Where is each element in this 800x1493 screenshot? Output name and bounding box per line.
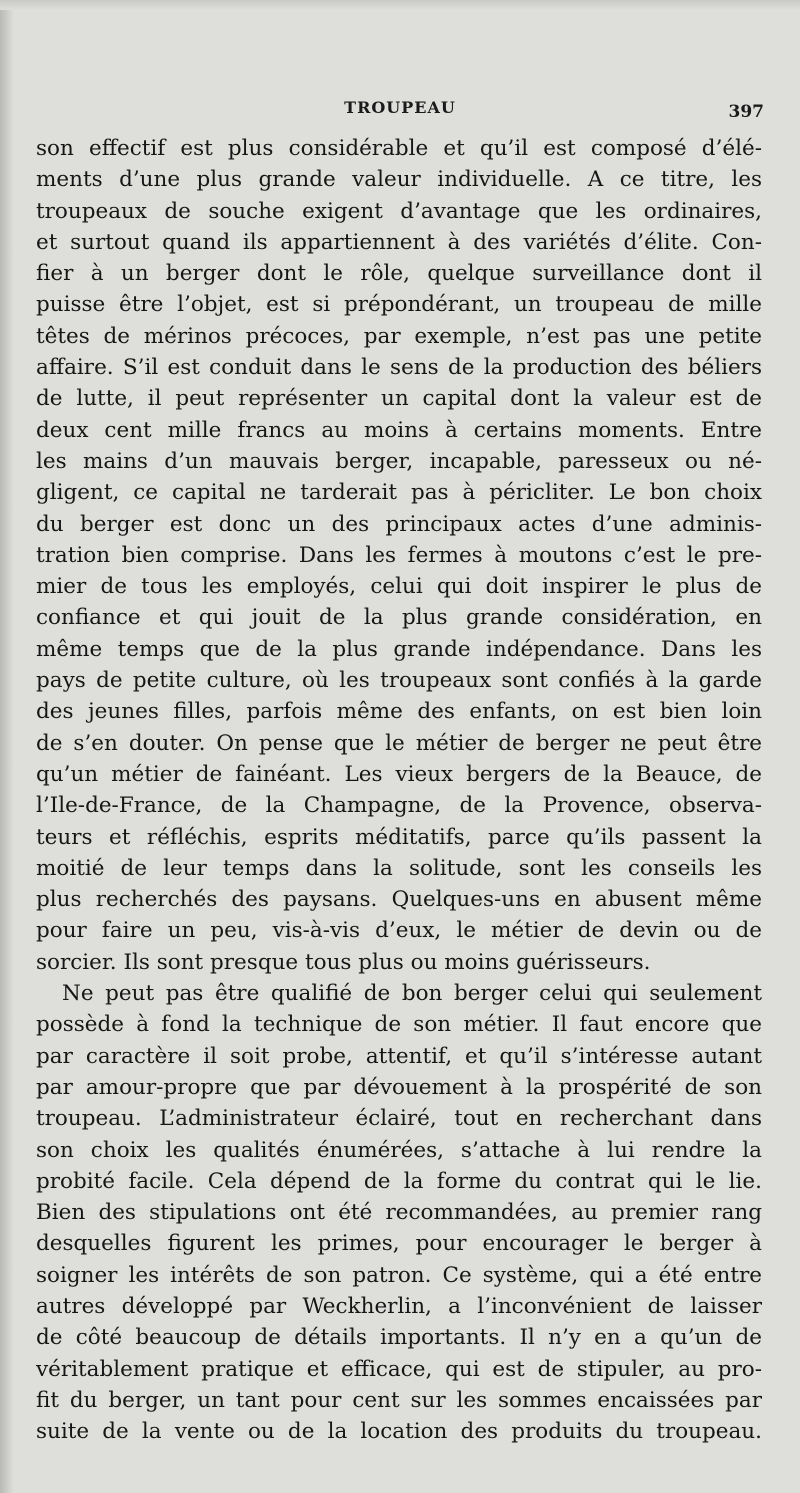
body-text bbox=[36, 133, 762, 1447]
text-line: soigner les intérêts de son patron. Ce système, qui a été entre bbox=[36, 1262, 762, 1288]
page-header bbox=[0, 96, 800, 126]
text-line: suite de la vente ou de la location des produits du troupeau. bbox=[36, 1419, 762, 1445]
text-line: plus recherchés des paysans. Quelques-uns en abusent même bbox=[36, 887, 762, 913]
text-line: qu’un métier de fainéant. Les vieux bergers de la Beauce, de bbox=[36, 761, 762, 787]
text-line: et surtout quand ils appartiennent à des variétés d’élite. Con- bbox=[36, 229, 762, 255]
text-line: teurs et réfléchis, esprits méditatifs, parce qu’ils passent la bbox=[36, 824, 762, 850]
text-line: possède à fond la technique de son métier. Il faut encore que bbox=[36, 1012, 762, 1038]
page-edge-shadow bbox=[0, 0, 14, 1493]
text-line: tration bien comprise. Dans les fermes à moutons c’est le pre- bbox=[36, 542, 762, 568]
text-line: puisse être l’objet, est si prépondérant, un troupeau de mille bbox=[36, 292, 762, 318]
text-line: fit du berger, un tant pour cent sur les sommes encaissées par bbox=[36, 1387, 762, 1413]
text-line: par amour-propre que par dévouement à la prospérité de son bbox=[36, 1074, 762, 1100]
text-line: pays de petite culture, où les troupeaux sont confiés à la garde bbox=[36, 668, 762, 694]
text-line: les mains d’un mauvais berger, incapable, paresseux ou né- bbox=[36, 448, 762, 474]
text-line: par caractère il soit probe, attentif, et qu’il s’intéresse autant bbox=[36, 1043, 762, 1069]
text-line: son effectif est plus considérable et qu’il est composé d’élé- bbox=[36, 136, 762, 161]
text-line: de lutte, il peut représenter un capital dont la valeur est de bbox=[36, 386, 762, 412]
text-line: confiance et qui jouit de la plus grande considération, en bbox=[36, 605, 762, 631]
paragraph-last-line: sorcier. Ils sont presque tous plus ou moins guérisseurs. bbox=[36, 949, 651, 975]
running-title: TROUPEAU bbox=[344, 98, 456, 117]
text-line: Bien des stipulations ont été recommandées, au premier rang bbox=[36, 1200, 762, 1226]
text-line: fier à un berger dont le rôle, quelque surveillance dont il bbox=[36, 261, 762, 287]
text-line: ments d’une plus grande valeur individuelle. A ce titre, les bbox=[36, 167, 762, 193]
text-line: même temps que de la plus grande indépendance. Dans les bbox=[36, 636, 762, 662]
text-line: son choix les qualités énumérées, s’attache à lui rendre la bbox=[36, 1137, 762, 1163]
text-line: des jeunes filles, parfois même des enfants, on est bien loin bbox=[36, 699, 762, 725]
text-line: probité facile. Cela dépend de la forme du contrat qui le lie. bbox=[36, 1168, 762, 1194]
text-line: de s’en douter. On pense que le métier de berger ne peut être bbox=[36, 730, 762, 756]
page-number: 397 bbox=[728, 102, 764, 122]
text-line: troupeaux de souche exigent d’avantage que les ordinaires, bbox=[36, 198, 762, 224]
text-line: deux cent mille francs au moins à certains moments. Entre bbox=[36, 417, 762, 443]
paragraph-first-line: Ne peut pas être qualifié de bon berger celui qui seulement bbox=[62, 981, 762, 1007]
text-line: gligent, ce capital ne tarderait pas à péricliter. Le bon choix bbox=[36, 480, 762, 506]
text-line: du berger est donc un des principaux actes d’une adminis- bbox=[36, 511, 762, 537]
text-line: l’Ile-de-France, de la Champagne, de la Provence, observa- bbox=[36, 793, 762, 819]
text-line: troupeau. L’administrateur éclairé, tout en recherchant dans bbox=[36, 1106, 762, 1132]
text-line: véritablement pratique et efficace, qui est de stipuler, au pro- bbox=[36, 1356, 762, 1382]
text-line: autres développé par Weckherlin, a l’inconvénient de laisser bbox=[36, 1293, 762, 1319]
page-top-shadow bbox=[0, 0, 800, 10]
text-line: mier de tous les employés, celui qui doit inspirer le plus de bbox=[36, 574, 762, 600]
text-line: de côté beaucoup de détails importants. Il n’y en a qu’un de bbox=[36, 1325, 762, 1351]
text-line: affaire. S’il est conduit dans le sens de la production des béliers bbox=[36, 355, 762, 381]
text-line: moitié de leur temps dans la solitude, sont les conseils les bbox=[36, 855, 762, 881]
text-line: pour faire un peu, vis-à-vis d’eux, le métier de devin ou de bbox=[36, 918, 762, 944]
text-line: têtes de mérinos précoces, par exemple, n’est pas une petite bbox=[36, 323, 762, 349]
text-line: desquelles figurent les primes, pour encourager le berger à bbox=[36, 1231, 762, 1257]
